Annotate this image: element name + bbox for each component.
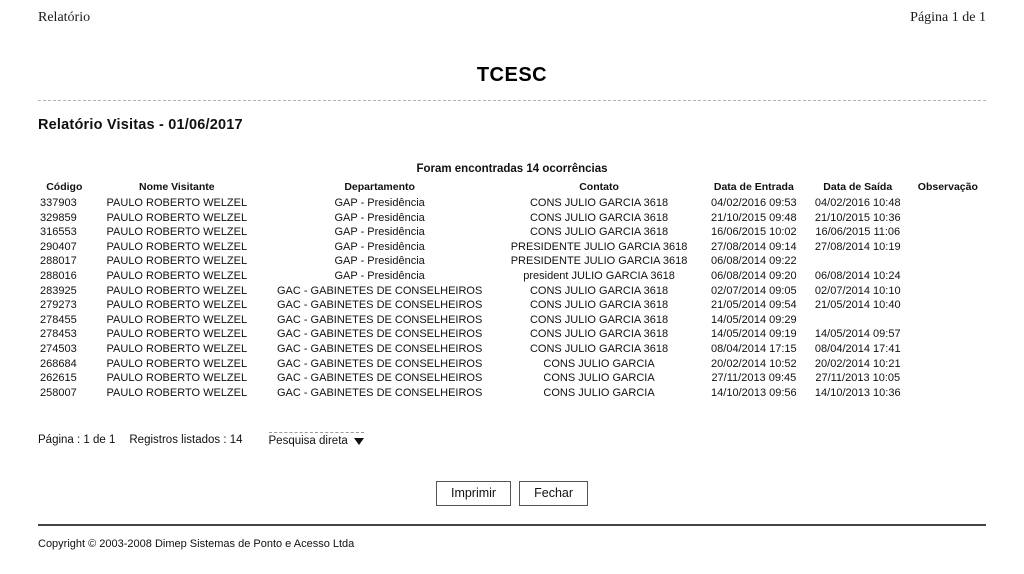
column-header-contato: Contato	[579, 181, 619, 193]
table-row	[38, 298, 986, 313]
cell-nome: PAULO ROBERTO WELZEL	[106, 226, 248, 239]
cell-codigo: 290407	[40, 240, 77, 253]
cell-entrada: 08/04/2014 17:15	[711, 342, 797, 355]
cell-codigo: 268684	[40, 357, 77, 370]
cell-observacao	[910, 386, 986, 401]
table-row	[38, 196, 986, 211]
column-header-codigo: Código	[46, 181, 83, 193]
cell-observacao	[910, 284, 986, 299]
cell-nome: PAULO ROBERTO WELZEL	[106, 211, 248, 224]
cell-entrada: 21/05/2014 09:54	[711, 299, 797, 312]
cell-saida: 27/08/2014 10:19	[814, 240, 901, 253]
cell-departamento: GAC - GABINETES DE CONSELHEIROS	[276, 342, 483, 355]
cell-nome: PAULO ROBERTO WELZEL	[106, 240, 248, 253]
chevron-down-icon[interactable]	[354, 438, 364, 445]
cell-codigo: 274503	[40, 342, 77, 355]
cell-observacao	[910, 298, 986, 313]
footer-page-info: Página : 1 de 1	[38, 433, 116, 446]
page-title: TCESC	[476, 64, 548, 86]
cell-codigo: 283925	[40, 284, 77, 297]
footer-records-info: Registros listados : 14	[129, 433, 243, 446]
cell-entrada: 14/10/2013 09:56	[711, 386, 797, 399]
cell-contato: CONS JULIO GARCIA 3618	[529, 226, 669, 239]
cell-departamento: GAC - GABINETES DE CONSELHEIROS	[276, 386, 483, 399]
table-row	[38, 269, 986, 284]
cell-entrada: 27/08/2014 09:14	[711, 240, 797, 253]
cell-contato: CONS JULIO GARCIA	[543, 357, 655, 370]
cell-departamento: GAC - GABINETES DE CONSELHEIROS	[276, 357, 483, 370]
cell-nome: PAULO ROBERTO WELZEL	[106, 299, 248, 312]
cell-nome: PAULO ROBERTO WELZEL	[106, 197, 248, 209]
cell-entrada: 27/11/2013 09:45	[711, 372, 797, 385]
cell-observacao	[910, 225, 986, 240]
cell-codigo: 337903	[40, 197, 77, 209]
report-footer-row	[38, 432, 986, 447]
cell-contato: CONS JULIO GARCIA 3618	[529, 299, 669, 312]
cell-nome: PAULO ROBERTO WELZEL	[106, 328, 248, 341]
cell-saida: 14/10/2013 10:36	[814, 386, 901, 399]
action-buttons	[38, 481, 986, 506]
cell-observacao	[910, 357, 986, 372]
table-row	[38, 327, 986, 342]
cell-contato: CONS JULIO GARCIA	[543, 372, 655, 385]
table-row	[38, 254, 986, 269]
cell-contato: CONS JULIO GARCIA 3618	[529, 284, 669, 297]
visits-table-head	[38, 180, 986, 196]
cell-codigo: 288017	[40, 255, 77, 268]
cell-saida: 20/02/2014 10:21	[814, 357, 901, 370]
cell-contato: PRESIDENTE JULIO GARCIA 3618	[510, 255, 688, 268]
table-row	[38, 284, 986, 299]
cell-saida	[806, 313, 910, 328]
column-header-saida: Data de Saída	[823, 181, 893, 193]
cell-departamento: GAP - Presidência	[334, 211, 425, 224]
print-header-title: Relatório	[38, 10, 91, 25]
print-button[interactable]: Imprimir	[436, 481, 511, 506]
cell-departamento: GAC - GABINETES DE CONSELHEIROS	[276, 299, 483, 312]
cell-observacao	[910, 342, 986, 357]
cell-observacao	[910, 313, 986, 328]
cell-departamento: GAC - GABINETES DE CONSELHEIROS	[276, 313, 483, 326]
cell-nome: PAULO ROBERTO WELZEL	[106, 372, 248, 385]
print-header-pagination: Página 1 de 1	[910, 10, 986, 25]
cell-saida: 08/04/2014 17:41	[814, 342, 901, 355]
print-header	[0, 0, 1024, 26]
cell-saida: 21/05/2014 10:40	[814, 299, 901, 312]
cell-contato: CONS JULIO GARCIA 3618	[529, 342, 669, 355]
cell-entrada: 06/08/2014 09:22	[711, 255, 797, 268]
cell-codigo: 258007	[40, 386, 77, 399]
cell-codigo: 288016	[40, 269, 77, 282]
cell-contato: PRESIDENTE JULIO GARCIA 3618	[510, 240, 688, 253]
visits-table	[38, 180, 986, 400]
occurrences-count: Foram encontradas 14 ocorrências	[416, 163, 608, 175]
cell-entrada: 14/05/2014 09:19	[711, 328, 797, 341]
cell-nome: PAULO ROBERTO WELZEL	[106, 255, 248, 268]
table-row	[38, 342, 986, 357]
direct-search-select[interactable]	[269, 432, 364, 447]
cell-departamento: GAP - Presidência	[334, 255, 425, 268]
cell-codigo: 278455	[40, 313, 77, 326]
report-subtitle: Relatório Visitas - 01/06/2017	[38, 117, 243, 133]
cell-contato: CONS JULIO GARCIA 3618	[529, 313, 669, 326]
visits-table-body	[38, 196, 986, 400]
cell-nome: PAULO ROBERTO WELZEL	[106, 284, 248, 297]
cell-codigo: 316553	[40, 226, 77, 239]
table-header-row	[38, 180, 986, 196]
close-button[interactable]: Fechar	[519, 481, 588, 506]
cell-departamento: GAC - GABINETES DE CONSELHEIROS	[276, 372, 483, 385]
cell-departamento: GAP - Presidência	[334, 240, 425, 253]
table-row	[38, 211, 986, 226]
cell-observacao	[910, 196, 986, 211]
divider-bottom	[38, 524, 986, 526]
divider-dashed-top	[38, 100, 986, 101]
direct-search-label: Pesquisa direta	[268, 435, 348, 448]
table-row	[38, 386, 986, 401]
cell-nome: PAULO ROBERTO WELZEL	[106, 269, 248, 282]
table-row	[38, 240, 986, 255]
cell-observacao	[910, 211, 986, 226]
copyright-text: Copyright © 2003-2008 Dimep Sistemas de Ponto e Acesso Ltda	[38, 538, 355, 551]
cell-codigo: 329859	[40, 211, 77, 224]
cell-observacao	[910, 327, 986, 342]
cell-entrada: 04/02/2016 09:53	[711, 197, 797, 209]
cell-nome: PAULO ROBERTO WELZEL	[106, 357, 248, 370]
cell-contato: president JULIO GARCIA 3618	[523, 269, 675, 282]
cell-saida: 14/05/2014 09:57	[814, 328, 901, 341]
cell-entrada: 02/07/2014 09:05	[711, 284, 797, 297]
cell-saida: 04/02/2016 10:48	[814, 197, 901, 209]
cell-observacao	[910, 254, 986, 269]
column-header-entrada: Data de Entrada	[713, 181, 794, 193]
cell-saida: 06/08/2014 10:24	[814, 269, 901, 282]
cell-contato: CONS JULIO GARCIA 3618	[529, 328, 669, 341]
cell-nome: PAULO ROBERTO WELZEL	[106, 386, 248, 399]
cell-observacao	[910, 371, 986, 386]
cell-departamento: GAP - Presidência	[334, 226, 425, 239]
cell-entrada: 16/06/2015 10:02	[711, 226, 797, 239]
table-row	[38, 225, 986, 240]
cell-nome: PAULO ROBERTO WELZEL	[106, 313, 248, 326]
cell-saida: 21/10/2015 10:36	[814, 211, 901, 224]
cell-departamento: GAP - Presidência	[334, 269, 425, 282]
cell-departamento: GAC - GABINETES DE CONSELHEIROS	[276, 284, 483, 297]
table-row	[38, 357, 986, 372]
cell-contato: CONS JULIO GARCIA 3618	[529, 197, 669, 209]
cell-saida: 16/06/2015 11:06	[815, 226, 901, 239]
column-header-observacao: Observação	[917, 181, 978, 193]
cell-codigo: 262615	[40, 372, 77, 385]
cell-codigo: 278453	[40, 328, 77, 341]
column-header-nome: Nome Visitante	[138, 181, 215, 193]
cell-saida	[806, 254, 910, 269]
cell-entrada: 20/02/2014 10:52	[711, 357, 797, 370]
cell-codigo: 279273	[40, 299, 77, 312]
table-row	[38, 313, 986, 328]
cell-entrada: 14/05/2014 09:29	[711, 313, 797, 326]
report-body	[0, 64, 1024, 550]
cell-saida: 02/07/2014 10:10	[814, 284, 901, 297]
cell-departamento: GAP - Presidência	[334, 197, 425, 209]
cell-entrada: 21/10/2015 09:48	[711, 211, 797, 224]
cell-saida: 27/11/2013 10:05	[815, 372, 901, 385]
cell-nome: PAULO ROBERTO WELZEL	[106, 342, 248, 355]
cell-observacao	[910, 240, 986, 255]
table-row	[38, 371, 986, 386]
cell-observacao	[910, 269, 986, 284]
cell-entrada: 06/08/2014 09:20	[711, 269, 797, 282]
column-header-departamento: Departamento	[344, 181, 415, 193]
cell-contato: CONS JULIO GARCIA	[543, 386, 655, 399]
cell-contato: CONS JULIO GARCIA 3618	[529, 211, 669, 224]
cell-departamento: GAC - GABINETES DE CONSELHEIROS	[276, 328, 483, 341]
